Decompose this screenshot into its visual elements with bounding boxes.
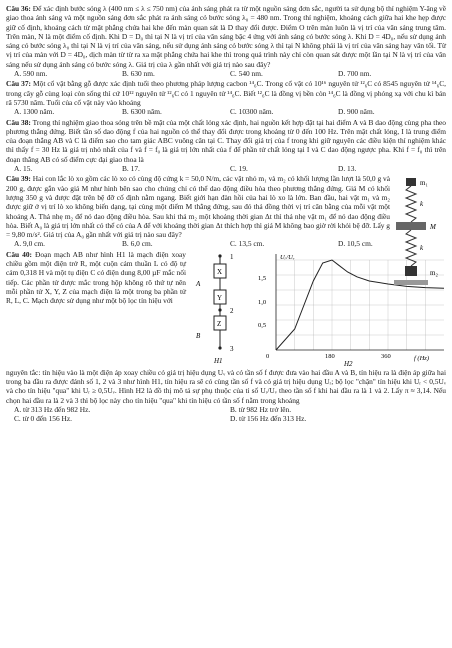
- option-b[interactable]: B. 6,0 cm.: [122, 239, 153, 249]
- option-d[interactable]: D. 10,5 cm.: [338, 239, 373, 249]
- mass-m2-block: [405, 266, 417, 276]
- option-d[interactable]: D. 900 năm.: [338, 107, 375, 117]
- lower-spring: [406, 230, 416, 266]
- option-c[interactable]: C. từ 0 đến 156 Hz.: [14, 414, 72, 424]
- support-base: [394, 280, 428, 285]
- mass-m1-block: [406, 178, 416, 186]
- question-number: Câu 40:: [6, 249, 33, 259]
- terminal-a: A: [196, 279, 201, 288]
- option-c[interactable]: C. 10300 năm.: [230, 107, 274, 117]
- question-text-continued: nguyên tắc: tín hiệu vào là một điện áp xoay chiều có giá trị hiệu dụng Uᵥ và có tần số f được đưa vào hai đầu A và B, tín hiệu ra là điện áp giữa hai trong ba đầu ra được đánh số 1, 2 và 3 như hình H1, tín hiệu ra sẽ có cùng tần số f và có giá trị hiệu dụng Uᵣ; bộ lọc "chặn" tín hiệu khi Uᵣ < 0,5Uᵥ và cho tín hiệu "qua" khi Uᵣ ≥ 0,5Uᵥ. Hình H2 là đồ thị mô tả sự phụ thuộc của tỉ số Uᵣ/Uᵥ theo tần số f khi hai đầu ra là 1 và 2. Lấy π ≈ 3,14. Nếu chọn hai đầu ra là 2 và 3 thì bộ lọc này cho tín hiệu "qua" khi tín hiệu có tần số f nằm trong khoảng: [6, 367, 446, 405]
- terminal-3: 3: [230, 344, 234, 353]
- y-axis-label: Uᵣ/Uᵥ: [280, 253, 295, 261]
- spring-system-figure: [394, 176, 446, 294]
- question-text: Để xác định bước sóng λ (400 nm ≤ λ ≤ 750 nm) của ánh sáng phát ra từ một nguồn sáng đơn sắc, người ta sử dụng bộ thí nghiệm Y-âng về giao thoa ánh sáng và một nguồn sáng đơn sắc phát ra ánh sáng có bước sóng λ₀ = 480 nm. Trong thí nghiệm, khoảng cách giữa hai khe hẹp được giữ cố định, khoảng cách từ mặt phẳng chứa hai khe đến màn quan sát là D thay đổi được. Điểm O trên màn luôn là vị trí của vân sáng trung tâm. Trên màn, N là một điểm cố định. Khi D = D₀ thì tại N là vị trí của vân sáng bậc 4 ứng với ánh sáng có bước sóng λ. Khi D = 4D₀, nếu sử dụng ánh sáng có bước sóng λ₀ thì tại N là vị trí của vân sáng, nếu sử dụng ánh sáng có bước sóng λ thì tại N không phải là vị trí của vân sáng hay vân tối. Từ vị trí của màn với D = 4D₀, dịch màn từ từ ra xa mặt phẳng chứa hai khe thì trong quá trình này chỉ còn quan sát được một lần tại N là vị trí của vân sáng nếu sử dụng ánh sáng có bước sóng λ. Giá trị của λ gần nhất với giá trị nào sau đây?: [6, 4, 446, 69]
- question-37: [6, 79, 446, 116]
- option-d[interactable]: D. 13.: [338, 164, 357, 174]
- x-axis-label: f (Hz): [414, 354, 429, 362]
- origin-tick: 0: [266, 352, 270, 360]
- option-d[interactable]: D. từ 156 Hz đến 313 Hz.: [230, 414, 307, 424]
- option-d[interactable]: D. 700 nm.: [338, 69, 372, 79]
- label-k-lower: k: [420, 244, 424, 253]
- option-a[interactable]: A. 9,0 cm.: [14, 239, 45, 249]
- x-tick-180: 180: [325, 352, 335, 360]
- label-k-upper: k: [420, 200, 424, 209]
- label-x: X: [217, 267, 223, 276]
- question-38: [6, 118, 446, 174]
- option-c[interactable]: C. 13,5 cm.: [230, 239, 265, 249]
- caption-h1: H1: [214, 356, 223, 365]
- question-number: Câu 38:: [6, 117, 31, 127]
- answer-options: [14, 239, 446, 248]
- terminal-2: 2: [230, 306, 234, 315]
- label-z: Z: [217, 319, 222, 328]
- question-40: [6, 250, 446, 424]
- circuit-h1: [190, 250, 250, 368]
- option-a[interactable]: A. 590 nm.: [14, 69, 48, 79]
- frame-m-bar: [396, 222, 426, 230]
- caption-h2: H2: [344, 359, 353, 368]
- upper-spring: [406, 186, 416, 222]
- option-b[interactable]: B. 630 nm.: [122, 69, 155, 79]
- option-a[interactable]: A. từ 313 Hz đến 982 Hz.: [14, 404, 91, 414]
- question-number: Câu 37:: [6, 79, 32, 89]
- answer-options: [14, 405, 446, 424]
- answer-options: [14, 164, 446, 173]
- question-number: Câu 36:: [6, 4, 31, 13]
- y-tick-1-5: 1,5: [258, 274, 267, 282]
- option-a[interactable]: A. 1300 năm.: [14, 107, 55, 117]
- answer-options: [14, 69, 446, 78]
- option-b[interactable]: B. từ 982 Hz trở lên.: [230, 404, 292, 414]
- y-tick-0-5: 0,5: [258, 321, 267, 329]
- question-text: Một cổ vật bằng gỗ được xác định tuổi theo phương pháp lượng cacbon ¹⁴₆C. Trong cổ vật có 10¹⁶ nguyên tử ¹²₆C có 8545 nguyên tử ¹⁴₆C, trong cây gỗ cùng loại còn sống thì cứ 10¹² nguyên tử ¹²₆C có 1 nguyên tử ¹⁴₆C. Biết ¹²₆C là đồng vị bền còn ¹⁴₆C là đồng vị phóng xạ với chu kì bán rã 5730 năm. Tuổi của cổ vật này vào khoảng: [6, 79, 446, 107]
- terminal-1: 1: [230, 252, 234, 261]
- label-y: Y: [217, 293, 223, 302]
- label-m1: m₁: [420, 179, 428, 188]
- option-c[interactable]: C. 19.: [230, 164, 248, 174]
- label-m2: m₂: [430, 269, 438, 278]
- terminal-b: B: [196, 331, 201, 340]
- question-text: Trong thí nghiệm giao thoa sóng trên bề mặt của một chất lỏng xác định, hai nguồn kết hợp đặt tại hai điểm A và B dao động cùng pha theo phương thẳng đứng. Biết tần số dao động f của hai nguồn có thể thay đổi được trong khoảng từ 0 đến 100 Hz. Trên mặt chất lỏng, I là trung điểm của đoạn thẳng AB và C là điểm sao cho tam giác ABC vuông cân tại C. Thay đổi giá trị của f trong khi giữ nguyên các điều kiện thí nghiệm khác thì thấy f = 30 Hz là giá trị nhỏ nhất của f và f = f₀ là giá trị lớn nhất của f để phần tử chất lỏng tại I và C dao động ngược pha. Khi f = f₀ thì trên đoạn thẳng AB có số điểm cực đại giao thoa là: [6, 117, 446, 164]
- question-36: [6, 4, 446, 78]
- x-tick-360: 360: [381, 352, 391, 360]
- label-M: M: [430, 223, 436, 232]
- option-b[interactable]: B. 6300 năm.: [122, 107, 162, 117]
- exam-page: [6, 4, 446, 640]
- y-tick-1-0: 1,0: [258, 298, 267, 306]
- question-text: Đoạn mạch AB như hình H1 là mạch điện xoay chiều gồm một điện trở R, một cuộn cảm thuần L có độ tự cảm 0,318 H và một tụ điện C có điện dung 8,00 µF mắc nối tiếp. Các phần tử được mắc trong hộp không rõ thứ tự nên mỗi phần tử X, Y, Z của mạch điện là một trong ba phần tử R, L, C. Mạch được sử dụng như một bộ lọc tín hiệu với: [6, 249, 186, 306]
- answer-options: [14, 107, 446, 116]
- option-b[interactable]: B. 17.: [122, 164, 140, 174]
- question-number: Câu 39:: [6, 174, 31, 184]
- question-text: Hai con lắc lò xo gồm các lò xo có cùng độ cứng k = 50,0 N/m, các vật nhỏ m₁ và m₂ có khối lượng lần lượt là 50,0 g và 200 g, được gắn vào giá M như hình bên sao cho chúng chỉ có thể dao động điều hòa theo phương thẳng đứng. Giá M có khối lượng 350 g và được đặt trên bệ đỡ cố định nằm ngang. Biết giới hạn đàn hồi của hai lò xo là lớn. Ban đầu, hai vật m₁ và m₂ được giữ ở vị trí lò xo không biến dạng, tại cùng một điểm M thẳng đứng, sau đó thả đồng thời vị trí cân bằng của mỗi vật một khoảng A. Thả nhẹ m₂ để nó dao động điều hòa. Sau khi thả m₂ một khoảng thời gian Δt thì thả nhẹ vật m₁ để nó dao động điều hòa. Biết A₀ là giá trị lớn nhất có thể có của A để với khoảng thời gian Δt thích hợp thì giá M không bao giờ rời khỏi bệ đỡ. Lấy g = 9,80 m/s². Giá trị của A₀ gần nhất với giá trị nào sau đây?: [6, 174, 390, 240]
- option-a[interactable]: A. 15.: [14, 164, 33, 174]
- option-c[interactable]: C. 540 nm.: [230, 69, 263, 79]
